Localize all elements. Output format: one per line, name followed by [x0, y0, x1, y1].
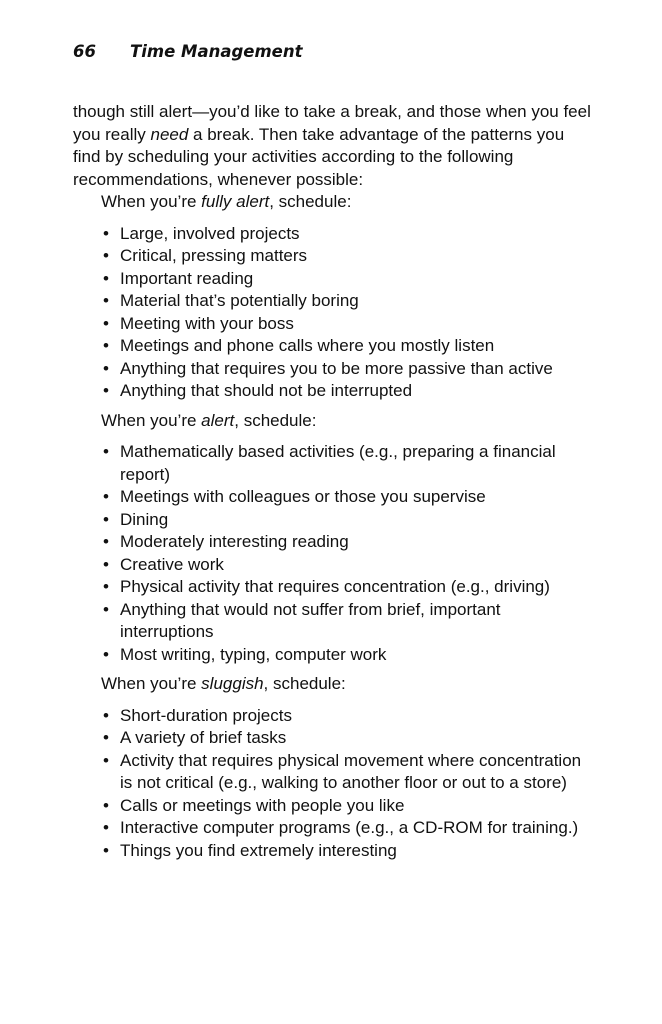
bullet-icon: •	[103, 442, 109, 461]
bullet-icon: •	[103, 381, 109, 400]
list-item-text: Most writing, typing, computer work	[120, 644, 387, 664]
section-lead: When you’re sluggish, schedule:	[101, 674, 346, 693]
page-body	[73, 101, 593, 869]
bullet-list	[73, 223, 593, 403]
list-item-text: Creative work	[120, 554, 224, 574]
bullet-list	[73, 705, 593, 863]
bullet-icon: •	[103, 358, 109, 378]
list-item-text: A variety of brief tasks	[120, 728, 287, 747]
bullet-icon: •	[103, 487, 109, 506]
list-item	[73, 441, 593, 486]
list-item	[73, 817, 593, 840]
list-item-text: Moderately interesting reading	[120, 532, 349, 551]
list-item	[73, 486, 593, 509]
list-item	[73, 245, 593, 268]
list-item-text: Anything that should not be interrupted	[120, 381, 413, 400]
list-item	[73, 509, 593, 532]
list-item	[73, 268, 593, 291]
bullet-icon: •	[103, 291, 109, 310]
bullet-icon: •	[103, 818, 109, 837]
list-item-text: Dining	[120, 509, 169, 529]
list-item	[73, 576, 593, 599]
section-lead: When you’re alert, schedule:	[101, 410, 317, 430]
list-item-text: Large, involved projects	[120, 223, 300, 243]
bullet-icon: •	[103, 577, 109, 596]
bullet-icon: •	[103, 223, 109, 243]
list-item-text: Mathematically based activities (e.g., preparing a financial report)	[120, 442, 556, 484]
bullet-icon: •	[103, 313, 109, 333]
bullet-icon: •	[103, 554, 109, 574]
bullet-icon: •	[103, 246, 109, 265]
list-item-text: Critical, pressing matters	[120, 246, 308, 265]
list-item	[73, 313, 593, 336]
bullet-icon: •	[103, 336, 109, 355]
list-item-text: Physical activity that requires concentration (e.g., driving)	[120, 577, 550, 596]
list-item-text: Short-duration projects	[120, 705, 292, 725]
intro-paragraph: though still alert—you’d like to take a break, and those when you feel you really need a break. Then take advantage of the patterns you find by scheduling your activities according to the following recommendations, whenever possible:	[73, 102, 591, 189]
bullet-icon: •	[103, 599, 109, 619]
list-item-text: Interactive computer programs (e.g., a CD-ROM for training.)	[120, 818, 579, 837]
bullet-icon: •	[103, 795, 109, 815]
bullet-icon: •	[103, 750, 109, 770]
list-item	[73, 750, 593, 795]
list-item-text: Anything that requires you to be more passive than active	[120, 358, 553, 378]
bullet-list	[73, 441, 593, 666]
bullet-icon: •	[103, 509, 109, 529]
page-number: 66	[73, 42, 96, 61]
list-item-text: Meetings and phone calls where you mostly listen	[120, 336, 495, 355]
list-item-text: Calls or meetings with people you like	[120, 795, 405, 815]
section-lead: When you’re fully alert, schedule:	[101, 192, 352, 211]
list-item	[73, 223, 593, 246]
list-item	[73, 599, 593, 644]
list-item-text: Meeting with your boss	[120, 313, 294, 333]
list-item	[73, 358, 593, 381]
list-item-text: Things you find extremely interesting	[120, 840, 397, 860]
list-item	[73, 531, 593, 554]
list-item-text: Anything that would not suffer from brief, important interruptions	[120, 599, 501, 641]
list-item	[73, 290, 593, 313]
list-item	[73, 705, 593, 728]
bullet-icon: •	[103, 705, 109, 725]
list-item	[73, 795, 593, 818]
bullet-icon: •	[103, 728, 109, 747]
list-item	[73, 644, 593, 667]
list-item-text: Material that’s potentially boring	[120, 291, 359, 310]
running-header	[73, 42, 303, 61]
bullet-icon: •	[103, 840, 109, 860]
list-item	[73, 727, 593, 750]
list-item	[73, 840, 593, 863]
list-item	[73, 380, 593, 403]
list-item	[73, 335, 593, 358]
schedule-sections	[73, 191, 593, 862]
bullet-icon: •	[103, 268, 109, 288]
list-item-text: Important reading	[120, 268, 254, 288]
bullet-icon: •	[103, 532, 109, 551]
bullet-icon: •	[103, 644, 109, 664]
list-item-text: Meetings with colleagues or those you supervise	[120, 487, 486, 506]
list-item-text: Activity that requires physical movement where concentration is not critical (e.g., walking to another floor or out to a store)	[120, 750, 582, 792]
list-item	[73, 554, 593, 577]
running-title: Time Management	[130, 42, 303, 61]
